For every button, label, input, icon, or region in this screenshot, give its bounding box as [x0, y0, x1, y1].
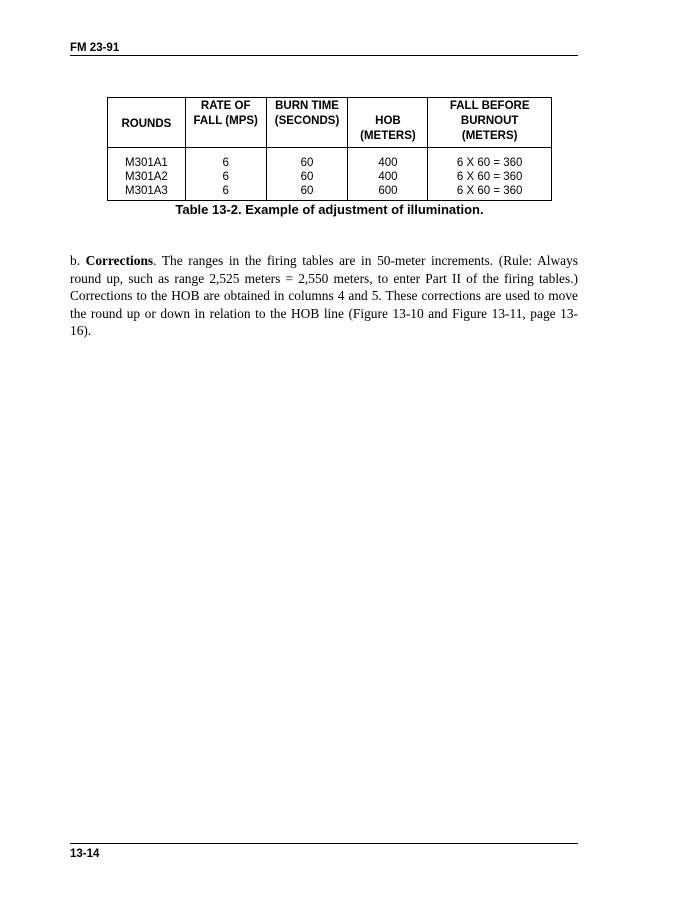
cell-burn-time: 60: [266, 148, 348, 171]
cell-burn-time: 60: [266, 170, 348, 184]
cell-fall-before-burnout: 6 X 60 = 360: [428, 184, 552, 201]
running-header: FM 23-91: [70, 42, 120, 54]
cell-rate-of-fall: 6: [185, 184, 266, 201]
footer-rule: [70, 843, 578, 844]
table-header-row: [108, 98, 552, 148]
table-caption: Table 13-2. Example of adjustment of illumination.: [175, 202, 484, 217]
table-row: [108, 148, 552, 171]
paragraph-prefix: b.: [70, 253, 86, 269]
col-header-rounds: [108, 98, 186, 148]
cell-hob: 400: [348, 148, 428, 171]
col-header-line: FALL BEFORE: [449, 100, 530, 112]
table-row: [108, 170, 552, 184]
cell-burn-time: 60: [266, 184, 348, 201]
paragraph-text: . The ranges in the firing tables are in 50-meter increments. (Rule: Always round up, such as range 2,525 meters = 2,550 meters, to enter Part II of the firing tables.) Corrections to the HOB are obtained in columns 4 and 5. These corrections are used to move the round up or down in relation to the HOB line (Figure 13-10 and Figure 13-11, page 13-16).: [70, 253, 579, 339]
illumination-table: [107, 97, 552, 201]
page-number: 13-14: [70, 848, 100, 860]
col-header-line: (METERS): [360, 130, 416, 142]
col-header-line: BURN TIME: [275, 100, 339, 112]
cell-hob: 600: [348, 184, 428, 201]
col-header-fall-before-burnout: [428, 98, 552, 148]
paragraph-label: Corrections: [85, 253, 154, 269]
col-header-line: FALL (MPS): [193, 115, 258, 127]
col-header-line: HOB: [375, 115, 401, 127]
cell-fall-before-burnout: 6 X 60 = 360: [428, 148, 552, 171]
col-header-line: BURNOUT: [460, 115, 519, 127]
cell-round: M301A3: [108, 184, 186, 201]
col-header-line: ROUNDS: [121, 117, 172, 130]
cell-rate-of-fall: 6: [185, 170, 266, 184]
corrections-paragraph: [70, 252, 578, 340]
col-header-line: (SECONDS): [274, 115, 340, 127]
cell-fall-before-burnout: 6 X 60 = 360: [428, 170, 552, 184]
table-row: [108, 184, 552, 201]
cell-round: M301A1: [108, 148, 186, 171]
col-header-hob: [348, 98, 428, 148]
col-header-rate-of-fall: [185, 98, 266, 148]
col-header-line: RATE OF: [200, 100, 251, 112]
col-header-line: (METERS): [461, 130, 518, 142]
cell-hob: 400: [348, 170, 428, 184]
cell-rate-of-fall: 6: [185, 148, 266, 171]
cell-round: M301A2: [108, 170, 186, 184]
header-rule: [70, 55, 578, 56]
col-header-burn-time: [266, 98, 348, 148]
